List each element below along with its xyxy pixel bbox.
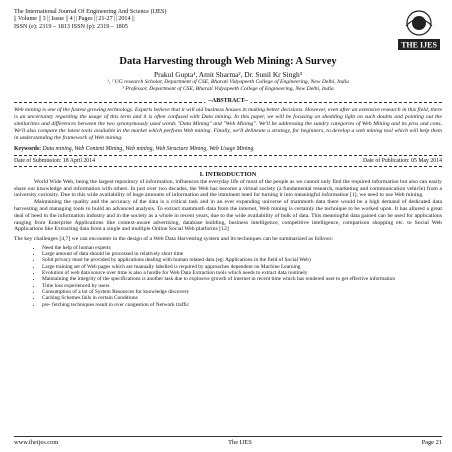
paper-authors: Prakul Gupta¹, Amit Sharma², Dr. Sunil Kr Singh³ xyxy=(154,70,302,79)
list-item: • Caching Schemes fails in certain Conditions xyxy=(42,295,442,301)
intro-paragraph-2: Maintaining the quality and the accuracy of the data is a critical task and in an ever expanding universe of mammoth data there would be a high demand of dedicated data harvesting and managing tools to build an advanced analysis. To extract mammoth data from the internet, Web mining is certainly the technique to be worked upon. It has allured a great deal of heed in the information industry and in the society as a whole in recent years, due to the wide availability of bulk of data. This meaningful data gained can be used for applications ranging from Enterprise Applications like context-aware advertising, database building, business intelligence, competitive intelligence, comparison shopping etc. to Social Web Applications like Extracting data from a single and multiple Online Social Web platforms [12] xyxy=(14,199,442,233)
abstract-label: --ABSTRACT-- xyxy=(205,98,251,104)
footer-journal: The IJES xyxy=(228,439,252,446)
footer-website[interactable]: www.theijes.com xyxy=(14,439,59,446)
list-item: • Maintaining the integrity of the specifications is another task due to explosive growth of internet in recent time which has rendered user to get effective information xyxy=(42,276,442,282)
publication-date: Date of Publication: 05 May 2014 xyxy=(362,157,442,164)
ijes-logo-icon xyxy=(396,8,442,52)
journal-issn: ISSN (e): 2319 – 1813 ISSN (p): 2319 – 1805 xyxy=(14,22,128,30)
challenges-list xyxy=(14,245,442,308)
journal-volume: || Volume || 3 || Issue || 4 || Pages || 21-27 || 2014 || xyxy=(14,15,135,23)
journal-info xyxy=(14,8,442,30)
keywords-text: Data mining, Web Content Mining, Web mining, Web Structure Mining, Web Usage Mining. xyxy=(42,145,255,152)
section-heading: I. INTRODUCTION xyxy=(199,170,257,178)
list-item: • Solid privacy must be provided by applications dealing with human related data (eg: Applications in the field of Social Web) xyxy=(42,257,442,263)
list-item: • Large training set of Web pages which are manually labelled is required by approaches dependent on Machine Learning xyxy=(42,264,442,270)
list-item: • Evolution of web data source over time is also a hurdle for Web Data Extraction tools which needs to extract data routinely xyxy=(42,270,442,276)
journal-header xyxy=(14,8,442,54)
journal-name: The International Journal Of Engineering And Science (IJES) xyxy=(14,8,167,15)
footer-page-number: Page 21 xyxy=(421,439,442,446)
paper-title: Data Harvesting through Web Mining: A Survey xyxy=(119,56,337,67)
submission-date: Date of Submission: 18 April 2014 xyxy=(14,157,95,164)
list-item: • Large amount of data should be processed in relatively short time xyxy=(42,251,442,257)
abstract-divider xyxy=(14,98,442,106)
affiliation-2: ³ Professor, Department of CSE, Bharati Vidyapeeth College of Engineering, New Delhi, India xyxy=(122,85,334,92)
list-item: • Consumption of a lot of System Resources for knowledge discovery xyxy=(42,289,442,295)
list-item: • pre- fetching techniques result in over congestion of Network traffic xyxy=(42,302,442,308)
list-item: • Need the help of human experts xyxy=(42,245,442,251)
keywords xyxy=(14,146,442,152)
logo-text: THE IJES xyxy=(401,40,437,50)
abstract-text: Web mining is one of the fastest growing technology. Experts believe that it will aid business houses in making better decisions. However, even after an extensive research in this field, there is an uncertainty regarding the usage of this term and it is often confused with Data mining. In this paper, we will be focusing on shedding light on such doubts and pointing out the similarities and differences between the two synonymously used words "Data Mining" and "Web Mining". We'll be addressing the sundry categories of Web Mining and its pros and cons. We'll also compare the latest tools available in the market which perform Web mining. Finally, we'll delineate a strategy, for beginners, to develop a web mining tool which will help them in understanding the framework of Web mining. xyxy=(14,107,442,141)
page-footer xyxy=(14,436,442,446)
intro-paragraph-1: World Wide Web, being the largest repository of information, influences the everyday life of most of the people as we cannot only find the required information but also can easily share our knowledge and information with others. In just over two decades, the Web has become a virtual society (a fundamental research, marketing and communication vehicle) from a university curiosity. Due to this wide availability of huge amounts of information and the imminent need for turning it into meaningful information [1], we need to use Web mining. xyxy=(14,178,442,199)
affiliation-1: ¹, ² UG research Scholar, Department of CSE, Bharati Vidyapeeth College of Engineering, New Delhi, India xyxy=(107,79,349,85)
date-row xyxy=(14,155,442,167)
intro-paragraph-3: The key challenges [4,7] we can encounter in the design of a Web Data Harvesting system and its techniques can be summarized as follows: xyxy=(14,236,334,243)
keywords-label: Keywords: xyxy=(14,145,42,152)
list-item: • Time loss experienced by users xyxy=(42,283,442,289)
